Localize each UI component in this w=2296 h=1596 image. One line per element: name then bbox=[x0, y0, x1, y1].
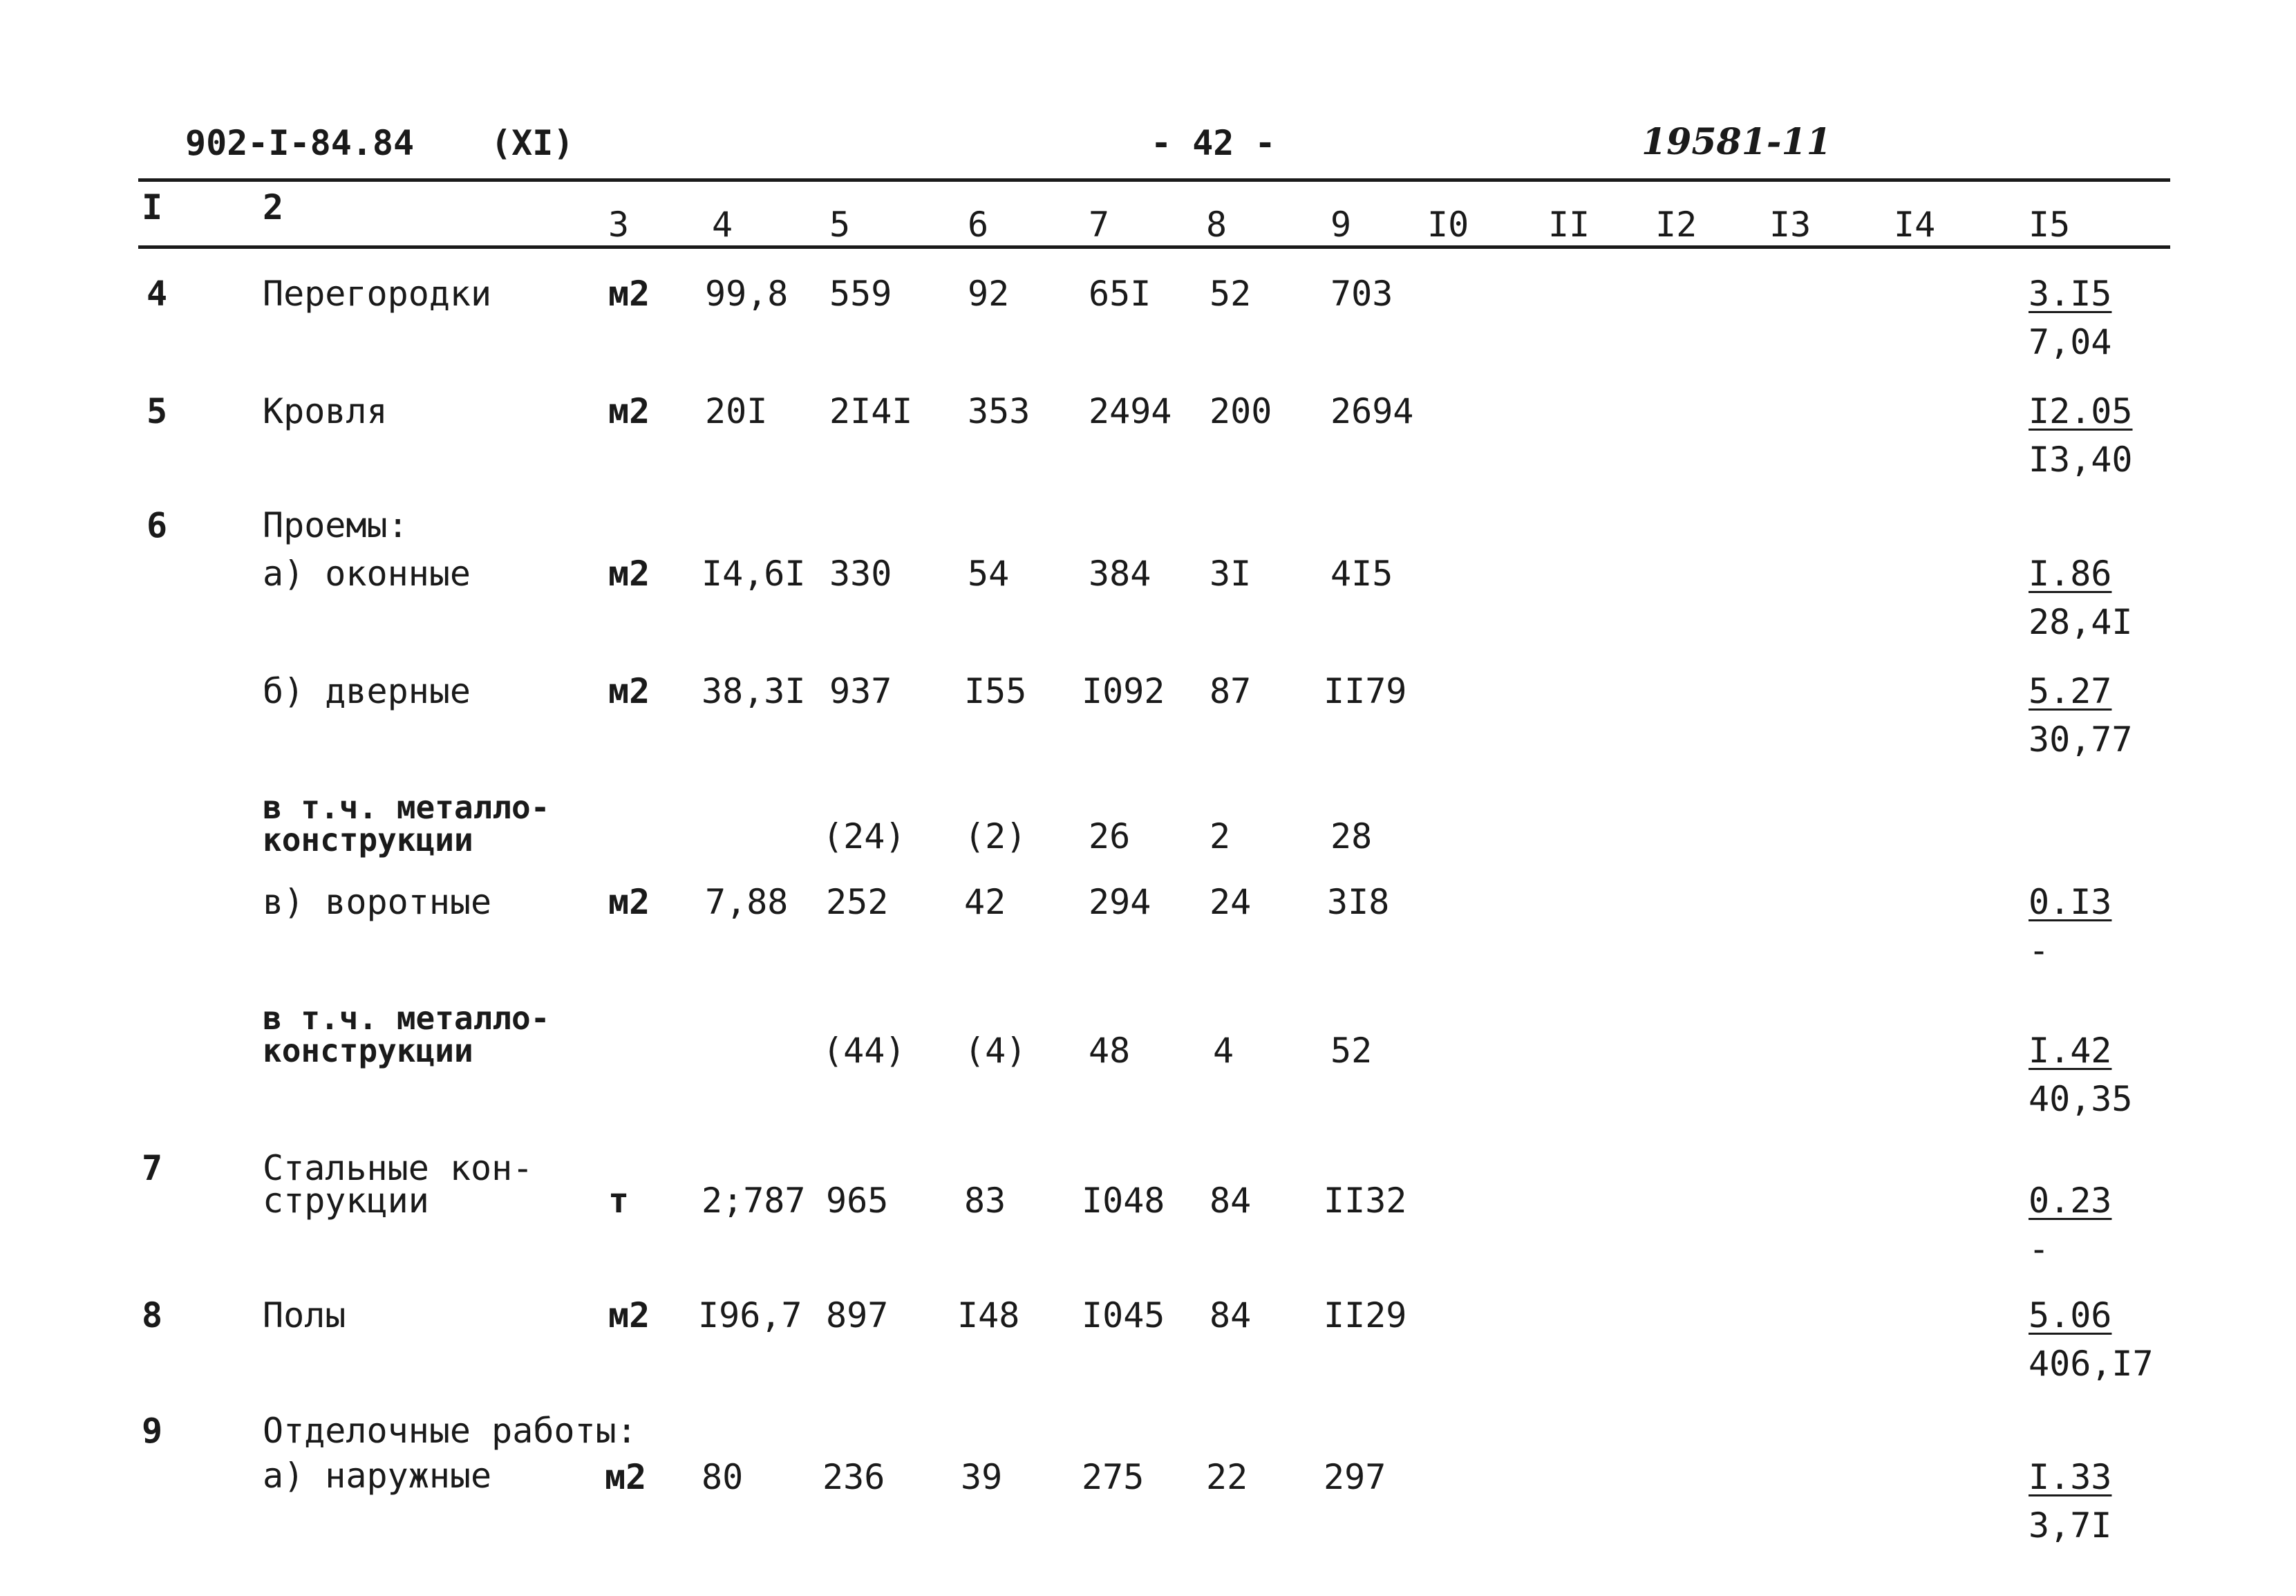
fraction-denominator: - bbox=[2029, 930, 2050, 970]
row-name: Полы bbox=[263, 1295, 346, 1335]
cell-col6: 42 bbox=[964, 882, 1006, 922]
fraction-numerator: 3.I5 bbox=[2029, 274, 2112, 314]
row-name-line2: конструкции bbox=[263, 1032, 473, 1069]
handwritten-inventory-number: 19581-11 bbox=[1641, 121, 1832, 163]
row-unit: м2 bbox=[608, 274, 650, 314]
cell-col15-fraction bbox=[2029, 554, 2133, 642]
row-unit: м2 bbox=[605, 1457, 647, 1497]
cell-col15-fraction bbox=[2029, 274, 2112, 362]
cell-col4: 99,8 bbox=[705, 274, 789, 314]
cell-col7: I045 bbox=[1082, 1295, 1165, 1335]
cell-col5: 897 bbox=[826, 1295, 889, 1335]
cell-col7: 384 bbox=[1089, 554, 1151, 594]
row-unit: м2 bbox=[608, 1295, 650, 1335]
col-header-15: I5 bbox=[2029, 205, 2071, 245]
fraction-numerator: 5.27 bbox=[2029, 671, 2112, 711]
cell-col5: (24) bbox=[822, 816, 906, 856]
col-header-6: 6 bbox=[968, 205, 989, 245]
row-name: Кровля bbox=[263, 391, 388, 431]
fraction-numerator: I.86 bbox=[2029, 554, 2112, 594]
col-header-14: I4 bbox=[1894, 205, 1936, 245]
cell-col9: 3I8 bbox=[1327, 882, 1390, 922]
row-unit: м2 bbox=[608, 554, 650, 594]
cell-col4: I96,7 bbox=[698, 1295, 802, 1335]
cell-col9: II79 bbox=[1324, 671, 1407, 711]
fraction-denominator: 28,4I bbox=[2029, 602, 2133, 642]
volume-number: (XI) bbox=[491, 123, 574, 163]
cell-col5: 937 bbox=[829, 671, 892, 711]
cell-col15-fraction bbox=[2029, 1031, 2133, 1119]
col-header-3: 3 bbox=[608, 205, 630, 245]
cell-col8: 24 bbox=[1210, 882, 1252, 922]
row-name: в) воротные bbox=[263, 882, 492, 922]
cell-col15-fraction bbox=[2029, 882, 2112, 970]
fraction-denominator: 406,I7 bbox=[2029, 1344, 2154, 1384]
row-name: а) оконные bbox=[263, 554, 471, 594]
cell-col8: 22 bbox=[1206, 1457, 1248, 1497]
fraction-denominator: 3,7I bbox=[2029, 1505, 2112, 1546]
cell-col5: 2I4I bbox=[829, 391, 913, 431]
row-number: 7 bbox=[142, 1148, 163, 1188]
fraction-denominator: - bbox=[2029, 1229, 2050, 1269]
cell-col8: 4 bbox=[1213, 1031, 1234, 1071]
cell-col7: 294 bbox=[1089, 882, 1151, 922]
row-name: Перегородки bbox=[263, 274, 492, 314]
cell-col9: 28 bbox=[1330, 816, 1373, 856]
cell-col8: 84 bbox=[1210, 1181, 1252, 1221]
cell-col15-fraction bbox=[2029, 1181, 2112, 1269]
document-code: 902-I-84.84 bbox=[185, 123, 415, 163]
cell-col7: I092 bbox=[1082, 671, 1165, 711]
col-header-13: I3 bbox=[1769, 205, 1812, 245]
col-header-1: I bbox=[142, 187, 163, 227]
cell-col7: 65I bbox=[1089, 274, 1151, 314]
fraction-denominator: 7,04 bbox=[2029, 322, 2112, 362]
col-header-2: 2 bbox=[263, 187, 284, 227]
col-header-10: I0 bbox=[1427, 205, 1469, 245]
row-name: Отделочные работы: bbox=[263, 1411, 637, 1451]
row-name-line2: струкции bbox=[263, 1181, 429, 1221]
cell-col7: 26 bbox=[1089, 816, 1131, 856]
cell-col8: 200 bbox=[1210, 391, 1272, 431]
row-unit: т bbox=[608, 1181, 630, 1221]
cell-col9: II29 bbox=[1324, 1295, 1407, 1335]
row-name: б) дверные bbox=[263, 671, 471, 711]
col-header-9: 9 bbox=[1330, 205, 1352, 245]
cell-col9: 703 bbox=[1330, 274, 1393, 314]
fraction-numerator: 0.23 bbox=[2029, 1181, 2112, 1221]
cell-col6: 54 bbox=[968, 554, 1010, 594]
row-name-line1: в т.ч. металло- bbox=[263, 999, 550, 1037]
cell-col5: 965 bbox=[826, 1181, 889, 1221]
row-name: а) наружные bbox=[263, 1456, 492, 1496]
row-unit: м2 bbox=[608, 391, 650, 431]
row-number: 5 bbox=[147, 391, 168, 431]
cell-col15-fraction bbox=[2029, 671, 2133, 760]
cell-col6: I55 bbox=[964, 671, 1027, 711]
row-name-line2: конструкции bbox=[263, 821, 473, 858]
col-header-11: II bbox=[1548, 205, 1590, 245]
cell-col7: 48 bbox=[1089, 1031, 1131, 1071]
row-name: Проемы: bbox=[263, 505, 408, 545]
col-header-8: 8 bbox=[1206, 205, 1227, 245]
cell-col4: 2;787 bbox=[702, 1181, 806, 1221]
row-number: 4 bbox=[147, 274, 168, 314]
cell-col8: 52 bbox=[1210, 274, 1252, 314]
header-bottom-rule bbox=[138, 245, 2170, 249]
fraction-numerator: I.42 bbox=[2029, 1031, 2112, 1071]
cell-col5: (44) bbox=[822, 1031, 906, 1071]
row-name-line1: в т.ч. металло- bbox=[263, 789, 550, 826]
cell-col8: 3I bbox=[1210, 554, 1252, 594]
cell-col5: 252 bbox=[826, 882, 889, 922]
cell-col9: 4I5 bbox=[1330, 554, 1393, 594]
fraction-denominator: 30,77 bbox=[2029, 720, 2133, 760]
cell-col9: II32 bbox=[1324, 1181, 1407, 1221]
cell-col6: (2) bbox=[964, 816, 1027, 856]
cell-col6: 353 bbox=[968, 391, 1031, 431]
cell-col6: 92 bbox=[968, 274, 1010, 314]
row-unit: м2 bbox=[608, 671, 650, 711]
cell-col6: 83 bbox=[964, 1181, 1006, 1221]
fraction-numerator: 5.06 bbox=[2029, 1295, 2112, 1335]
cell-col4: 7,88 bbox=[705, 882, 789, 922]
row-number: 6 bbox=[147, 505, 168, 545]
fraction-numerator: I2.05 bbox=[2029, 391, 2133, 431]
fraction-numerator: 0.I3 bbox=[2029, 882, 2112, 922]
cell-col6: 39 bbox=[961, 1457, 1003, 1497]
cell-col5: 559 bbox=[829, 274, 892, 314]
header-top-rule bbox=[138, 178, 2170, 182]
cell-col6: (4) bbox=[964, 1031, 1027, 1071]
fraction-denominator: I3,40 bbox=[2029, 440, 2133, 480]
page-number: - 42 - bbox=[1151, 123, 1276, 163]
col-header-4: 4 bbox=[712, 205, 733, 245]
cell-col8: 84 bbox=[1210, 1295, 1252, 1335]
cell-col9: 2694 bbox=[1330, 391, 1414, 431]
cell-col8: 87 bbox=[1210, 671, 1252, 711]
col-header-12: I2 bbox=[1655, 205, 1697, 245]
cell-col4: 38,3I bbox=[702, 671, 806, 711]
cell-col15-fraction bbox=[2029, 391, 2133, 480]
cell-col4: 20I bbox=[705, 391, 768, 431]
col-header-7: 7 bbox=[1089, 205, 1110, 245]
row-unit: м2 bbox=[608, 882, 650, 922]
row-number: 9 bbox=[142, 1411, 163, 1451]
cell-col4: I4,6I bbox=[702, 554, 806, 594]
cell-col6: I48 bbox=[957, 1295, 1020, 1335]
cell-col7: I048 bbox=[1082, 1181, 1165, 1221]
cell-col9: 52 bbox=[1330, 1031, 1373, 1071]
cell-col9: 297 bbox=[1324, 1457, 1386, 1497]
cell-col4: 80 bbox=[702, 1457, 744, 1497]
cell-col8: 2 bbox=[1210, 816, 1231, 856]
cell-col7: 2494 bbox=[1089, 391, 1172, 431]
cell-col15-fraction bbox=[2029, 1295, 2154, 1384]
fraction-numerator: I.33 bbox=[2029, 1457, 2112, 1497]
row-name-line1: Стальные кон- bbox=[263, 1148, 534, 1188]
cell-col15-fraction bbox=[2029, 1457, 2112, 1546]
fraction-denominator: 40,35 bbox=[2029, 1079, 2133, 1119]
cell-col7: 275 bbox=[1082, 1457, 1145, 1497]
col-header-5: 5 bbox=[829, 205, 851, 245]
row-number: 8 bbox=[142, 1295, 163, 1335]
cell-col5: 330 bbox=[829, 554, 892, 594]
cell-col5: 236 bbox=[822, 1457, 885, 1497]
